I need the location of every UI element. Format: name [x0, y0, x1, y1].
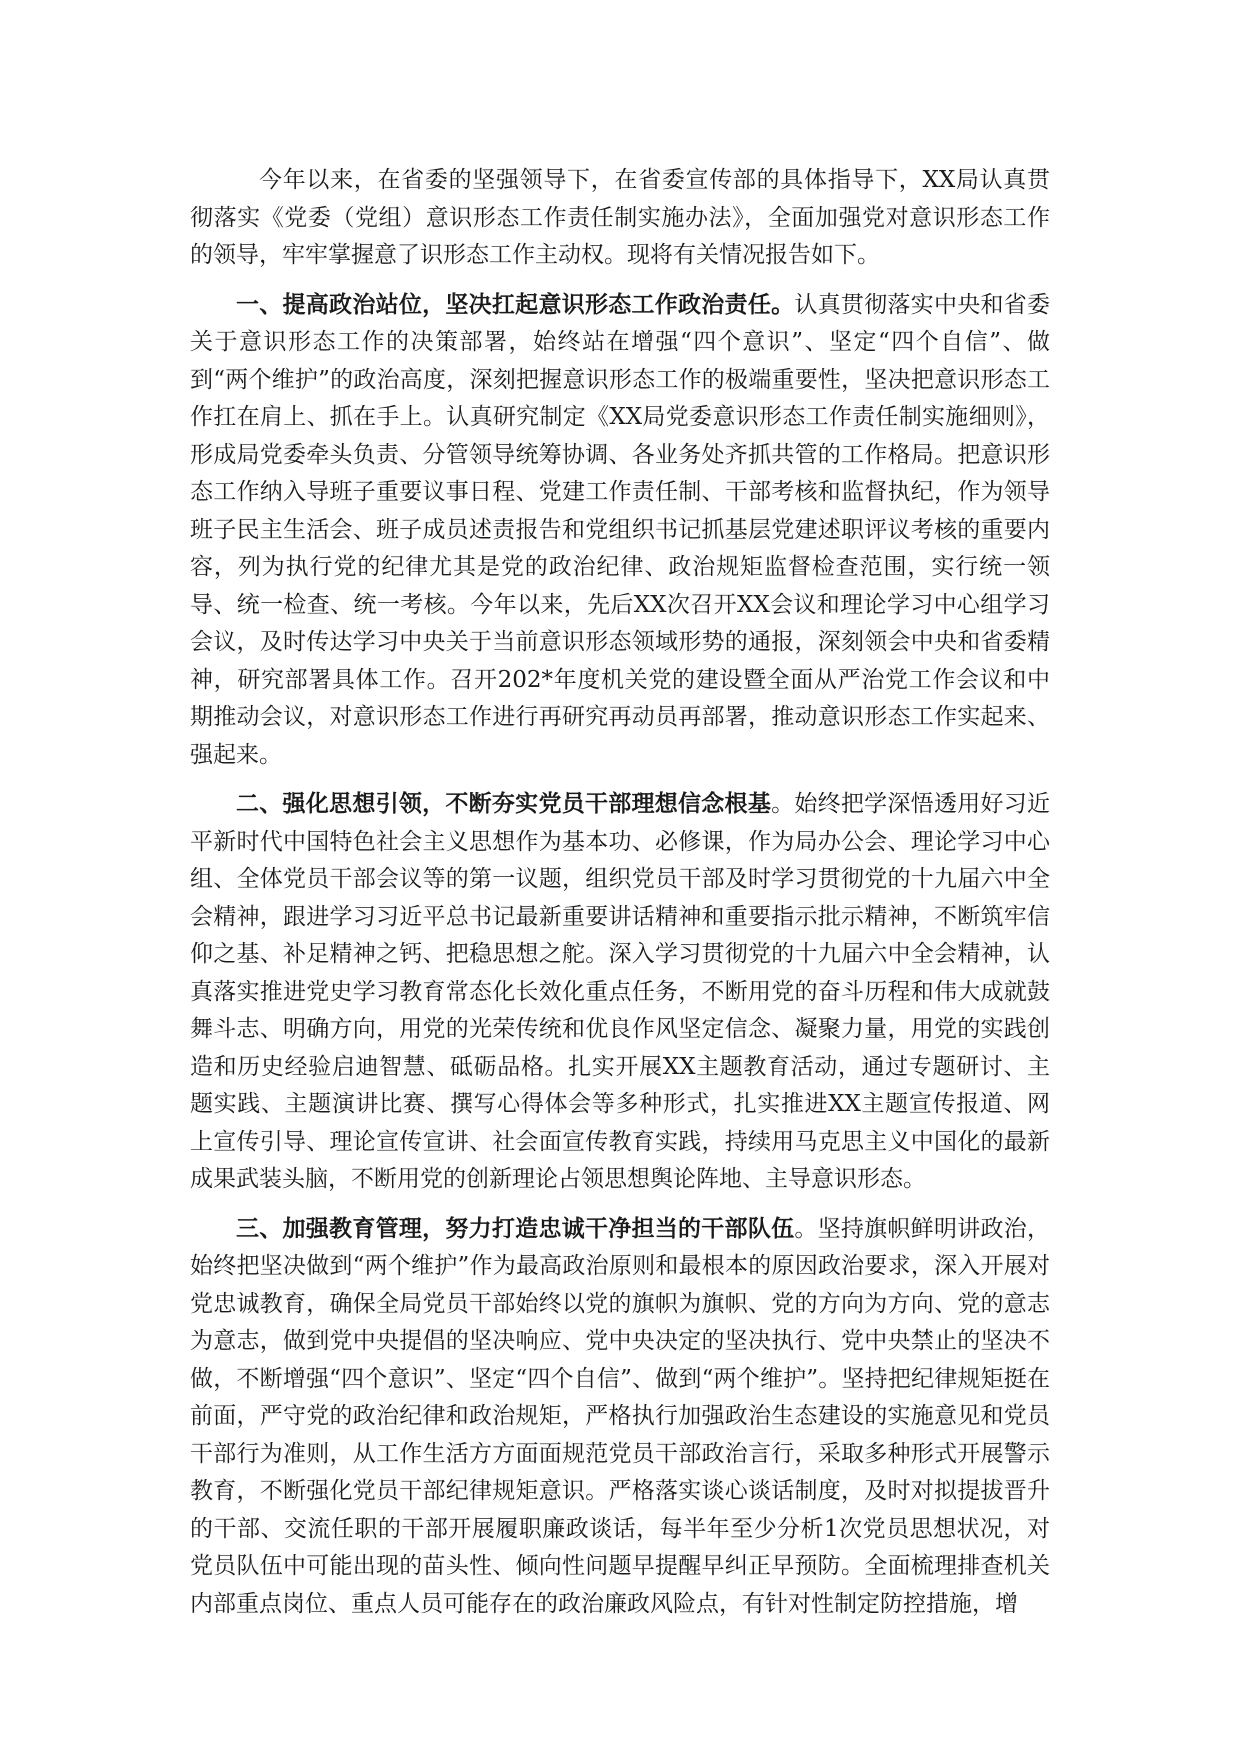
section-2-paragraph: [190, 785, 1050, 1199]
section-1-body: 认真贯彻落实中央和省委关于意识形态工作的决策部署，始终站在增强“四个意识”、坚定“四个自信”、做到“两个维护”的政治高度，深刻把握意识形态工作的极端重要性，坚决把意识形态工作扛在肩上、抓在手上。认真研究制定《XX局党委意识形态工作责任制实施细则》，形成局党委牵头负责、分管领导统筹协调、各业务处齐抓共管的工作格局。把意识形态工作纳入导班子重要议事日程、党建工作责任制、干部考核和监督执纪，作为领导班子民主生活会、班子成员述责报告和党组织书记抓基层党建述职评议考核的重要内容，列为执行党的纪律尤其是党的政治纪律、政治规矩监督检查范围，实行统一领导、统一检查、统一考核。今年以来，先后XX次召开XX会议和理论学习中心组学习会议，及时传达学习中央关于当前意识形态领域形势的通报，深刻领会中央和省委精神，研究部署具体工作。召开202*年度机关党的建设暨全面从严治党工作会议和中期推动会议，对意识形态工作进行再研究再动员再部署，推动意识形态工作实起来、强起来。: [190, 291, 1051, 768]
section-1-heading: 一、提高政治站位，坚决扛起意识形态工作政治责任。: [236, 290, 795, 318]
document-page: [190, 162, 1050, 1634]
section-2-body: 。始终把学深悟透用好习近平新时代中国特色社会主义思想作为基本功、必修课，作为局办公会、理论学习中心组、全体党员干部会议等的第一议题，组织党员干部及时学习贯彻党的十九届六中全会精神，跟进学习习近平总书记最新重要讲话精神和重要指示批示精神，不断筑牢信仰之基、补足精神之钙、把稳思想之舵。深入学习贯彻党的十九届六中全会精神，认真落实推进党史学习教育常态化长效化重点任务，不断用党的奋斗历程和伟大成就鼓舞斗志、明确方向，用党的光荣传统和优良作风坚定信念、凝聚力量，用党的实践创造和历史经验启迪智慧、砥砺品格。扎实开展XX主题教育活动，通过专题研讨、主题实践、主题演讲比赛、撰写心得体会等多种形式，扎实推进XX主题宣传报道、网上宣传引导、理论宣传宣讲、社会面宣传教育实践，持续用马克思主义中国化的最新成果武装头脑，不断用党的创新理论占领思想舆论阵地、主导意识形态。: [190, 791, 1051, 1192]
section-3-heading: 三、加强教育管理，努力打造忠诚干净担当的干部队伍: [236, 1214, 795, 1242]
section-3-body: 。坚持旗帜鲜明讲政治，始终把坚决做到“两个维护”作为最高政治原则和最根本的原因政治要求，深入开展对党忠诚教育，确保全局党员干部始终以党的旗帜为旗帜、党的方向为方向、党的意志为意志，做到党中央提倡的坚决响应、党中央决定的坚决执行、党中央禁止的坚决不做，不断增强“四个意识”、坚定“四个自信”、做到“两个维护”。坚持把纪律规矩挺在前面，严守党的政治纪律和政治规矩，严格执行加强政治生态建设的实施意见和党员干部行为准则，从工作生活方方面面规范党员干部政治言行，采取多种形式开展警示教育，不断强化党员干部纪律规矩意识。严格落实谈心谈话制度，及时对拟提拔晋升的干部、交流任职的干部开展履职廉政谈话，每半年至少分析1次党员思想状况，对党员队伍中可能出现的苗头性、倾向性问题早提醒早纠正早预防。全面梳理排查机关内部重点岗位、重点人员可能存在的政治廉政风险点，有针对性制定防控措施，增: [190, 1215, 1051, 1617]
intro-paragraph: [190, 162, 1050, 275]
intro-paragraph-text: 今年以来，在省委的坚强领导下，在省委宣传部的具体指导下，XX局认真贯彻落实《党委（党组）意识形态工作责任制实施办法》，全面加强党对意识形态工作的领导，牢牢掌握意了识形态工作主动权。现将有关情况报告如下。: [190, 167, 1050, 268]
section-1-paragraph: [190, 286, 1050, 775]
section-3-paragraph: [190, 1210, 1050, 1624]
section-2-heading: 二、强化思想引领，不断夯实党员干部理想信念根基: [236, 790, 772, 817]
